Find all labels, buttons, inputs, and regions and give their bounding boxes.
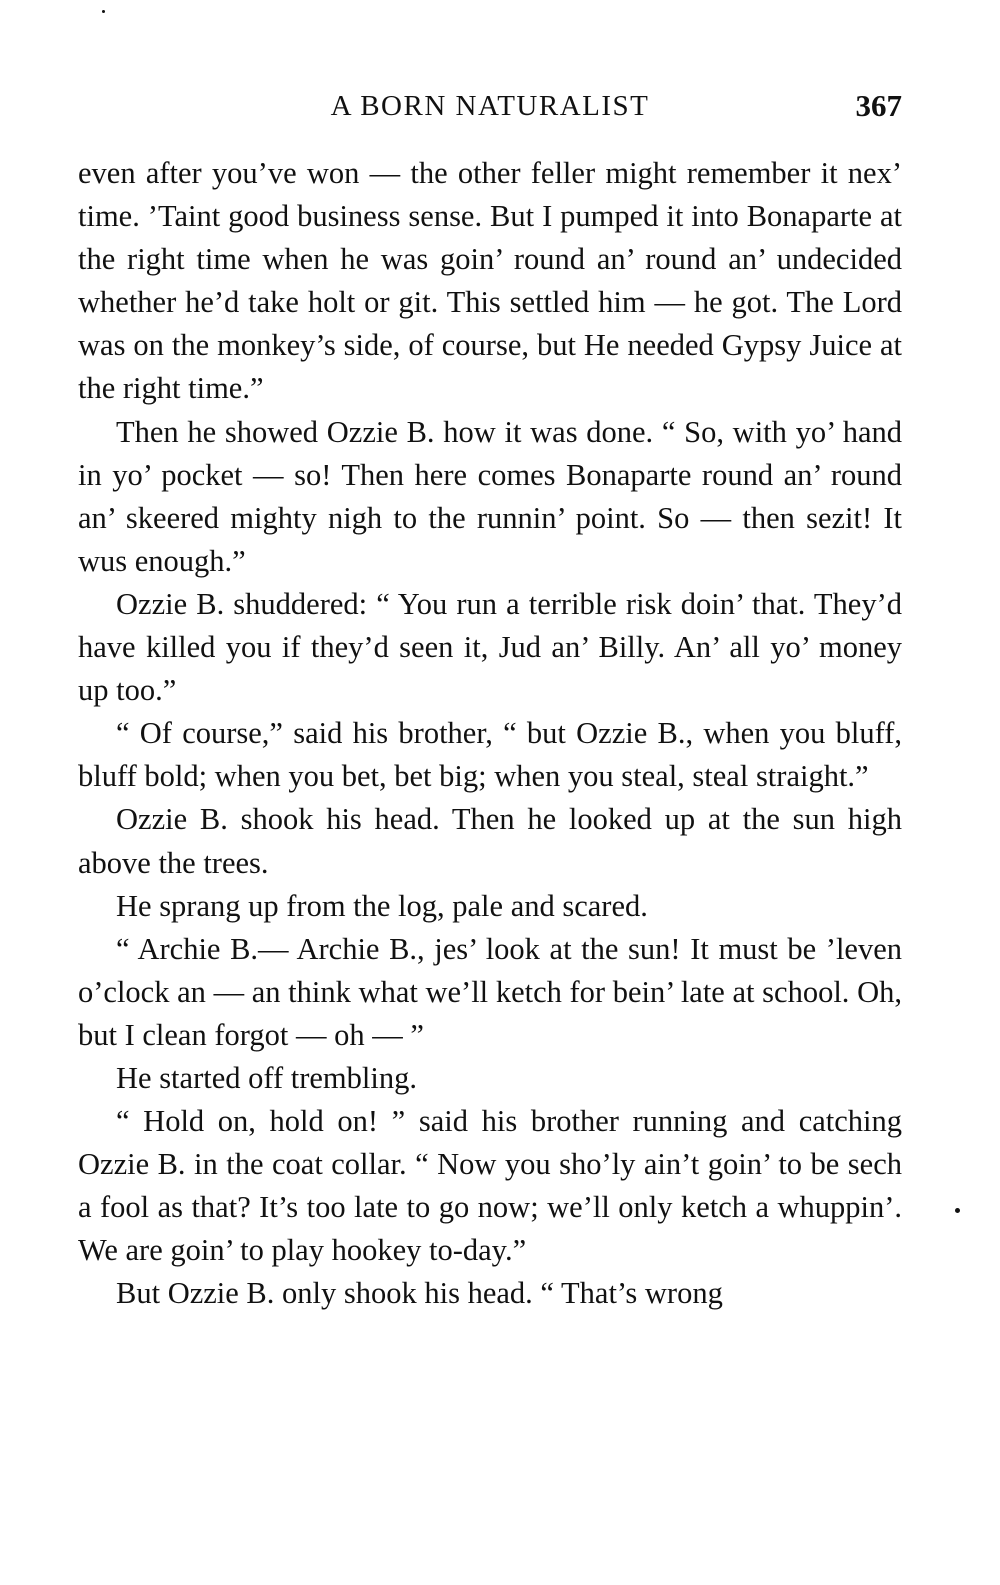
paragraph: “ Of course,” said his brother, “ but Ozzie B., when you bluff, bluff bold; when you bet, bet big; when you steal, steal straight.” — [78, 716, 902, 794]
paragraph: Then he showed Ozzie B. how it was done. “ So, with yo’ hand in yo’ pocket — so! Then here comes Bonaparte round an’ round an’ skeered mighty nigh to the runnin’ point. So — then sezit! It wus enough.” — [78, 414, 902, 578]
page-header — [78, 86, 902, 130]
paragraph: “ Hold on, hold on! ” said his brother running and catching Ozzie B. in the coat collar. “ Now you sho’ly ain’t goin’ to be sech a fool as that? It’s too late to go now; we’ll only ketch a whuppin’. We are goin’ to play hookey to-day.” — [78, 1104, 902, 1268]
paragraph: He sprang up from the log, pale and scared. — [116, 888, 648, 923]
paragraph: even after you’ve won — the other feller might remember it nex’ time. ’Taint good business sense. But I pumped it into Bonaparte at the right time when he was goin’ round an’ round an’ undecided whether he’d take holt or git. This settled him — he got. The Lord was on the monkey’s side, of course, but He needed Gypsy Juice at the right time.” — [78, 156, 902, 406]
ink-speck — [102, 10, 105, 13]
paragraph: He started off trembling. — [116, 1060, 417, 1095]
ink-speck — [955, 1208, 960, 1213]
body-text — [78, 152, 902, 1316]
paragraph: “ Archie B.— Archie B., jes’ look at the sun! It must be ’leven o’clock an — an think what we’ll ketch for bein’ late at school. Oh, but I clean forgot — oh — ” — [78, 931, 902, 1052]
paragraph: Ozzie B. shook his head. Then he looked up at the sun high above the trees. — [78, 802, 902, 880]
paragraph: Ozzie B. shuddered: “ You run a terrible risk doin’ that. They’d have killed you if they’d seen it, Jud an’ Billy. An’ all yo’ money up too.” — [78, 586, 902, 708]
paragraph: But Ozzie B. only shook his head. “ That’s wrong — [116, 1276, 723, 1311]
page-number: 367 — [855, 88, 902, 123]
running-title: A BORN NATURALIST — [330, 90, 650, 122]
